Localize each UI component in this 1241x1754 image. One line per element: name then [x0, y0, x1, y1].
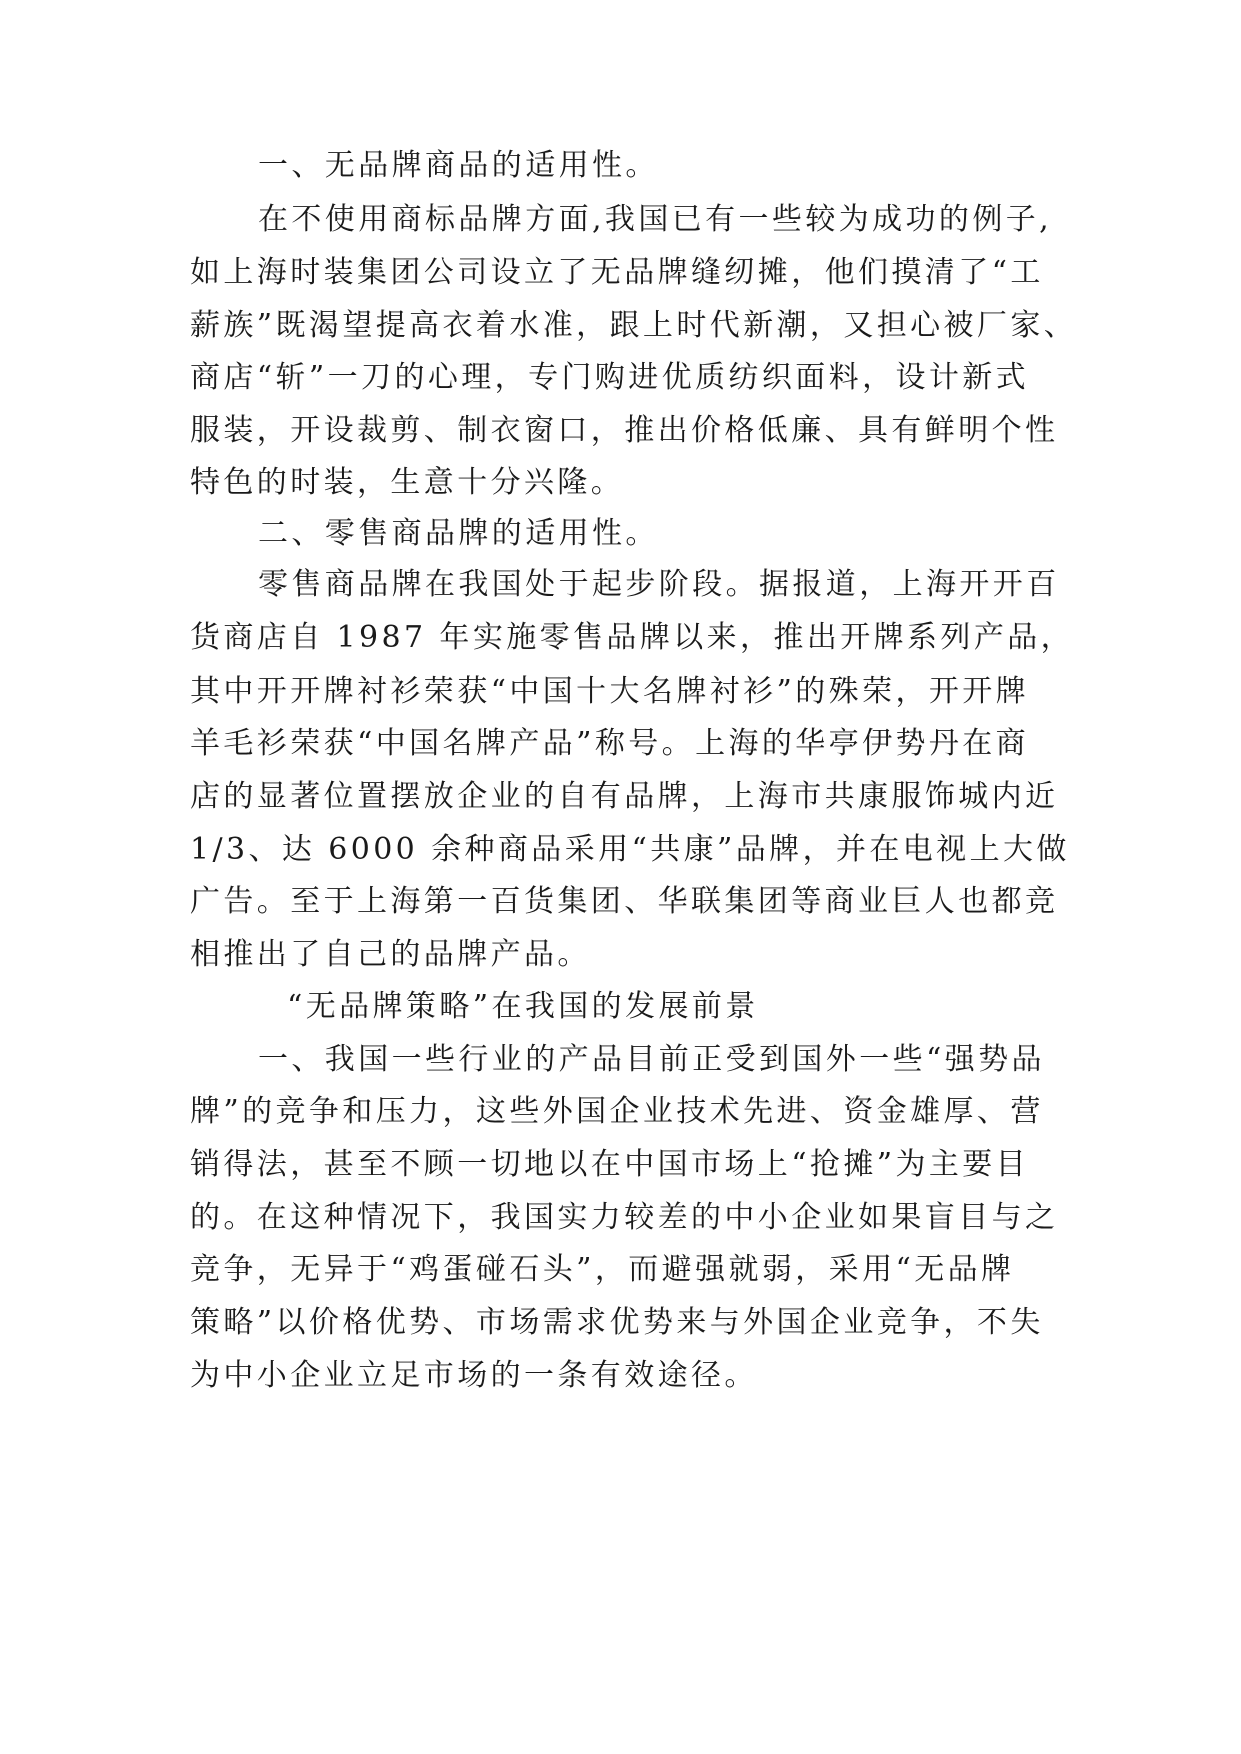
paragraph-line: 广告。至于上海第一百货集团、华联集团等商业巨人也都竞 — [190, 884, 1059, 919]
paragraph-line: 牌”的竞争和压力，这些外国企业技术先进、资金雄厚、营 — [190, 1094, 1044, 1129]
section-heading-3: “无品牌策略”在我国的发展前景 — [287, 989, 759, 1024]
section-heading-1: 一、无品牌商品的适用性。 — [258, 148, 659, 183]
paragraph-line: 相推出了自己的品牌产品。 — [190, 937, 591, 972]
paragraph-line: 销得法，甚至不顾一切地以在中国市场上“抢摊”为主要目 — [190, 1147, 1030, 1182]
section-heading-2: 二、零售商品牌的适用性。 — [258, 516, 659, 551]
paragraph-line: 如上海时装集团公司设立了无品牌缝纫摊，他们摸清了“工 — [190, 255, 1044, 290]
paragraph-line: 薪族”既渴望提高衣着水准，跟上时代新潮，又担心被厂家、 — [190, 308, 1078, 343]
paragraph-line: 店的显著位置摆放企业的自有品牌，上海市共康服饰城内近 — [190, 779, 1059, 814]
paragraph-line: 的。在这种情况下，我国实力较差的中小企业如果盲目与之 — [190, 1200, 1059, 1235]
paragraph-line: 货商店自 1987 年实施零售品牌以来，推出开牌系列产品， — [190, 620, 1075, 655]
paragraph-line: 为中小企业立足市场的一条有效途径。 — [190, 1358, 758, 1393]
paragraph-line: 零售商品牌在我国处于起步阶段。据报道，上海开开百 — [258, 567, 1060, 602]
paragraph-line: 商店“斩”一刀的心理，专门购进优质纺织面料，设计新式 — [190, 360, 1030, 395]
paragraph-line: 羊毛衫荣获“中国名牌产品”称号。上海的华亭伊势丹在商 — [190, 726, 1030, 761]
paragraph-line: 特色的时装，生意十分兴隆。 — [190, 465, 625, 500]
paragraph-line: 竞争，无异于“鸡蛋碰石头”，而避强就弱，采用“无品牌 — [190, 1252, 1015, 1287]
paragraph-line: 其中开开牌衬衫荣获“中国十大名牌衬衫”的殊荣，开开牌 — [190, 674, 1030, 709]
paragraph-line: 服装，开设裁剪、制衣窗口，推出价格低廉、具有鲜明个性 — [190, 413, 1059, 448]
paragraph-line: 策略”以价格优势、市场需求优势来与外国企业竞争，不失 — [190, 1305, 1044, 1340]
paragraph-line: 1/3、达 6000 余种商品采用“共康”品牌，并在电视上大做 — [190, 832, 1070, 867]
paragraph-line: 在不使用商标品牌方面,我国已有一些较为成功的例子, — [258, 202, 1053, 237]
paragraph-line: 一、我国一些行业的产品目前正受到国外一些“强势品 — [258, 1042, 1045, 1077]
